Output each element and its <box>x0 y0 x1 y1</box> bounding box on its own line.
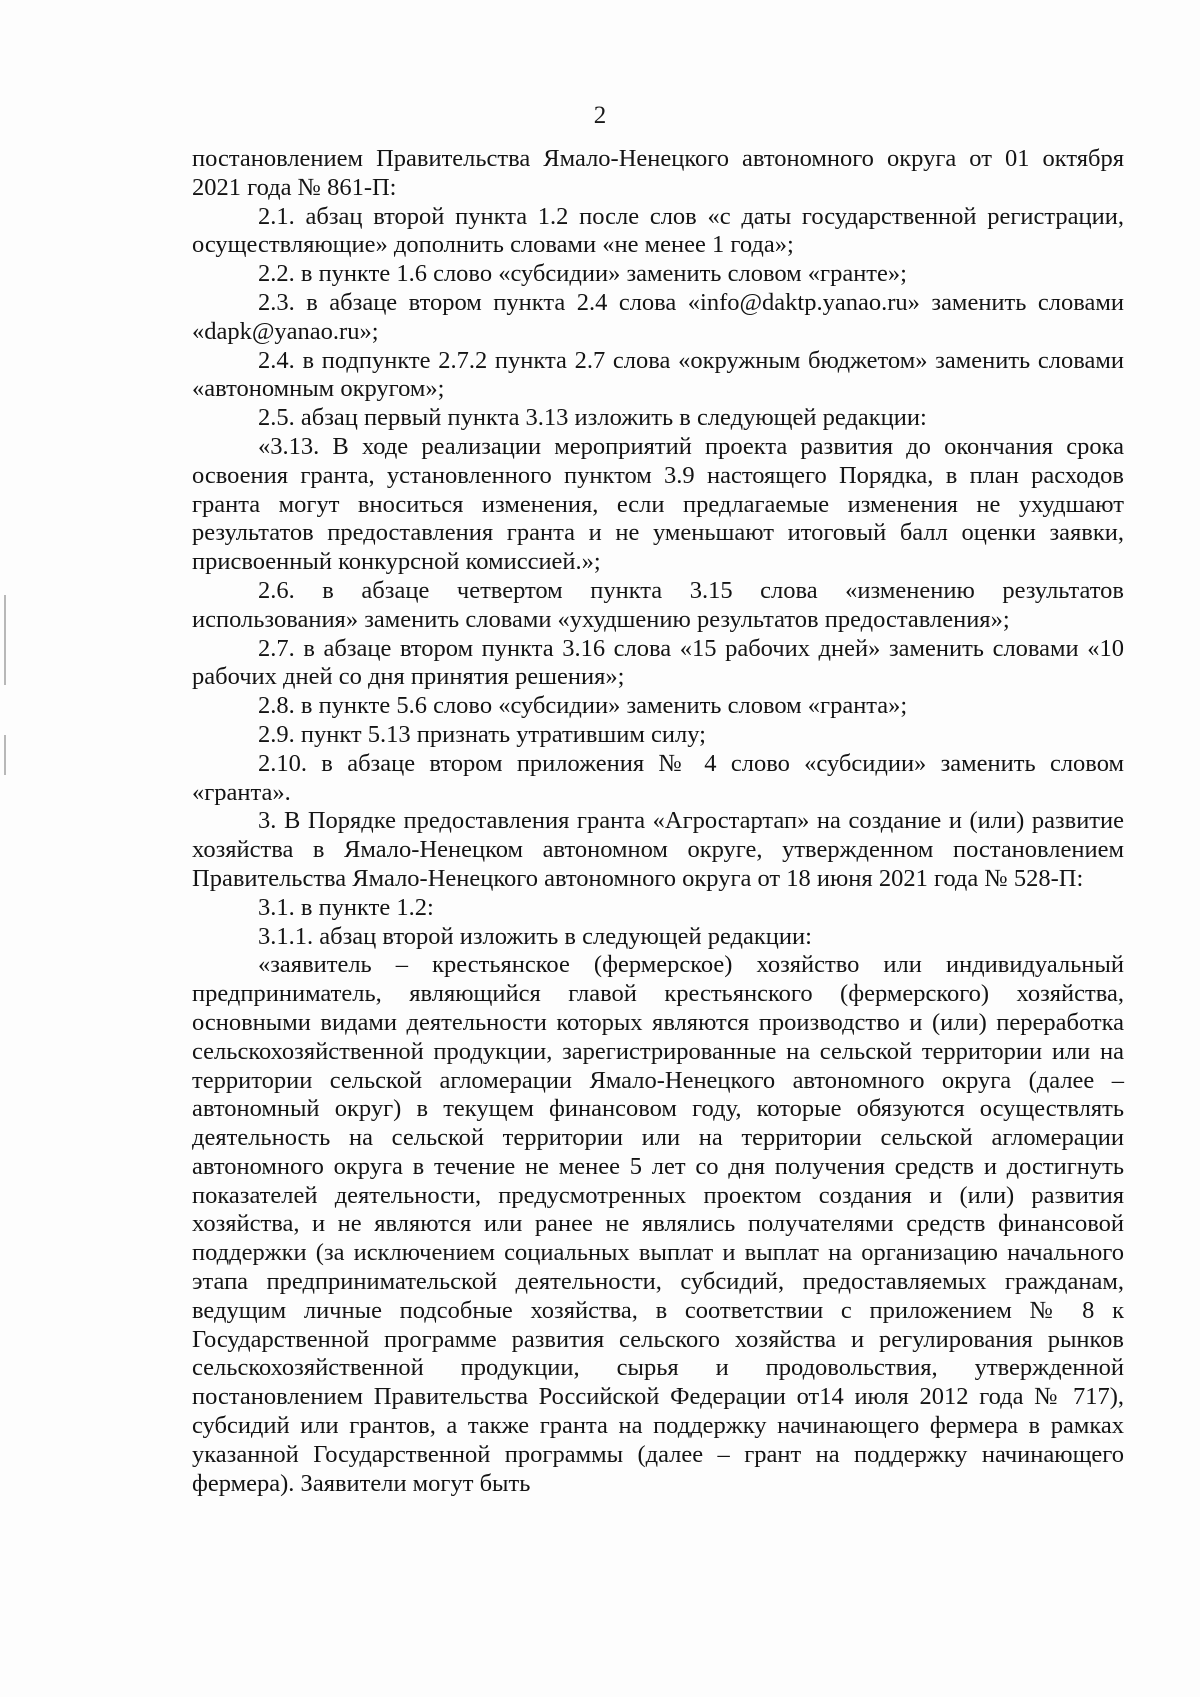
paragraph: 2.1. абзац второй пункта 1.2 после слов «с даты государственной регистрации, осуществляющие» дополнить словами «не менее 1 года»; <box>192 202 1124 259</box>
paragraph: 2.2. в пункте 1.6 слово «субсидии» заменить словом «гранте»; <box>258 260 907 288</box>
paragraph: 2.7. в абзаце втором пункта 3.16 слова «15 рабочих дней» заменить словами «10 рабочих дней со дня принятия решения»; <box>192 634 1124 691</box>
document-body <box>192 145 1124 1498</box>
paragraph: 2.4. в подпункте 2.7.2 пункта 2.7 слова «окружным бюджетом» заменить словами «автономным округом»; <box>192 346 1124 403</box>
paragraph: 2.5. абзац первый пункта 3.13 изложить в следующей редакции: <box>258 404 927 432</box>
paragraph: 2.10. в абзаце втором приложения № 4 слово «субсидии» заменить словом «гранта». <box>192 749 1124 806</box>
paragraph: постановлением Правительства Ямало-Ненецкого автономного округа от 01 октября 2021 года № 861-П: <box>192 145 1124 201</box>
paragraph: 3.1. в пункте 1.2: <box>258 893 434 921</box>
paragraph: 3. В Порядке предоставления гранта «Агростартап» на создание и (или) развитие хозяйства в Ямало-Ненецком автономном округе, утвержденном постановлением Правительства Ямало-Ненецкого автономного округа от 18 июня 2021 года № 528-П: <box>192 807 1124 892</box>
paragraph: «3.13. В ходе реализации мероприятий проекта развития до окончания срока освоения гранта, установленного пунктом 3.9 настоящего Порядка, в план расходов гранта могут вноситься изменения, если предлагаемые изменения не ухудшают результатов предоставления гранта и не уменьшают итоговый балл оценки заявки, присвоенный конкурсной комиссией.»; <box>192 432 1124 576</box>
paragraph: 2.6. в абзаце четвертом пункта 3.15 слова «изменению результатов использования» заменить словами «ухудшению результатов предоставления»; <box>192 576 1124 633</box>
scan-edge-mark <box>4 595 6 685</box>
paragraph: 3.1.1. абзац второй изложить в следующей редакции: <box>258 922 812 950</box>
scan-edge-mark <box>4 735 6 775</box>
paragraph: 2.9. пункт 5.13 признать утратившим силу; <box>258 720 706 748</box>
paragraph: «заявитель – крестьянское (фермерское) хозяйство или индивидуальный предприниматель, являющийся главой крестьянского (фермерского) хозяйства, основными видами деятельности которых являются производство и (или) переработка сельскохозяйственной продукции, зарегистрированные на сельской территории или на территории сельской агломерации Ямало-Ненецкого автономного округа (далее – автономный округ) в текущем финансовом году, которые обязуются осуществлять деятельность на сельской территории или на территории сельской агломерации автономного округа в течение не менее 5 лет со дня получения средств и достигнуть показателей деятельности, предусмотренных проектом создания и (или) развития хозяйства, и не являются или ранее не являлись получателями средств финансовой поддержки (за исключением социальных выплат и выплат на организацию начального этапа предпринимательской деятельности, субсидий, предоставляемых гражданам, ведущим личные подсобные хозяйства, в соответствии с приложением № 8 к Государственной программе развития сельского хозяйства и регулирования рынков сельскохозяйственной продукции, сырья и продовольствия, утвержденной постановлением Правительства Российской Федерации от14 июля 2012 года № 717), субсидий или грантов, а также гранта на поддержку начинающего фермера в рамках указанной Государственной программы (далее – грант на поддержку начинающего фермера). Заявители могут быть <box>192 951 1124 1497</box>
paragraph: 2.8. в пункте 5.6 слово «субсидии» заменить словом «гранта»; <box>258 692 908 720</box>
paragraph: 2.3. в абзаце втором пункта 2.4 слова «info@daktp.yanao.ru» заменить словами «dapk@yanao.ru»; <box>192 288 1124 345</box>
page-number: 2 <box>593 102 607 129</box>
